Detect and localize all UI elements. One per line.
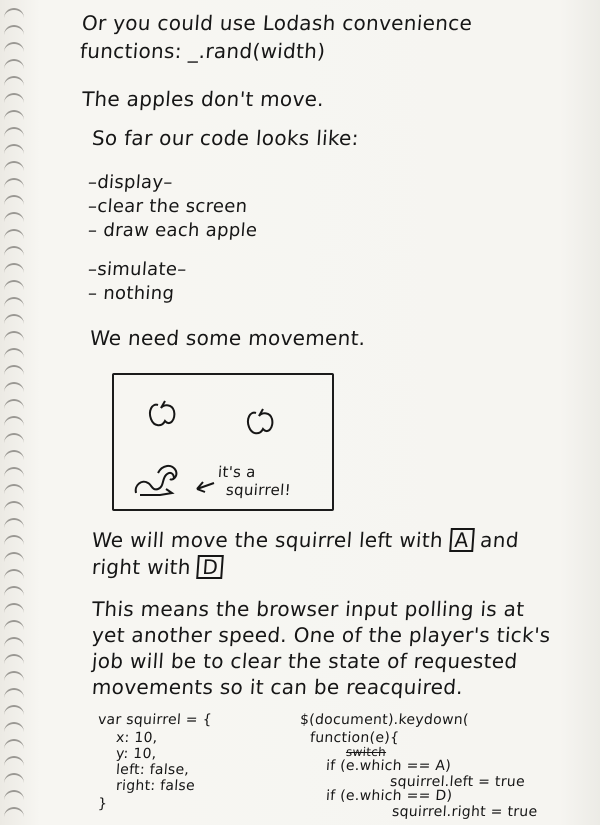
spiral-ring [4, 229, 24, 239]
spiral-ring [4, 739, 24, 749]
squirrel-icon [132, 459, 188, 499]
spiral-ring [4, 263, 24, 273]
spiral-ring [4, 399, 24, 409]
spiral-ring [4, 722, 24, 732]
note-line-2: functions: _.rand(width) [79, 39, 327, 63]
code-var-squirrel: var squirrel = { [97, 712, 213, 728]
code-function: function(e){ [309, 730, 400, 746]
spiral-ring [4, 518, 24, 528]
spiral-ring [4, 331, 24, 341]
code-switch-struck: switch [345, 745, 387, 759]
spiral-ring [4, 25, 24, 35]
spiral-ring [4, 603, 24, 613]
code-squirrel-left: squirrel.left = true [389, 774, 526, 790]
paragraph-line-1: This means the browser input polling is at [91, 597, 526, 621]
spiral-ring [4, 382, 24, 392]
spiral-ring [4, 705, 24, 715]
spiral-ring [4, 569, 24, 579]
spiral-ring [4, 416, 24, 426]
scene-label-line-1: it's a [217, 463, 257, 481]
spiral-ring [4, 535, 24, 545]
spiral-ring [4, 552, 24, 562]
spiral-ring [4, 76, 24, 86]
list-item-clear: –clear the screen [87, 196, 249, 217]
spiral-ring [4, 654, 24, 664]
move-text-2: right with [91, 555, 192, 579]
code-keydown: $(document).keydown( [299, 712, 470, 728]
spiral-ring [4, 773, 24, 783]
note-line-1: Or you could use Lodash convenience [81, 11, 474, 35]
spiral-ring [4, 467, 24, 477]
spiral-ring [4, 42, 24, 52]
spiral-ring [4, 297, 24, 307]
spiral-ring [4, 637, 24, 647]
note-line-movement: We need some movement. [89, 326, 367, 350]
spiral-ring [4, 365, 24, 375]
note-line-4: So far our code looks like: [91, 126, 360, 150]
spiral-ring [4, 688, 24, 698]
move-and: and [479, 528, 520, 552]
spiral-ring [4, 212, 24, 222]
spiral-ring [4, 450, 24, 460]
key-a-box: A [449, 528, 475, 552]
apple-icon [144, 399, 184, 439]
spiral-ring [4, 59, 24, 69]
spiral-ring [4, 620, 24, 630]
spiral-ring [4, 348, 24, 358]
code-if-a: if (e.which == A) [325, 758, 452, 774]
note-line-3: The apples don't move. [81, 87, 325, 111]
key-d-box: D [197, 555, 224, 579]
list-item-draw: – draw each apple [87, 220, 258, 241]
spiral-ring [4, 756, 24, 766]
spiral-ring [4, 161, 24, 171]
paragraph-line-3: job will be to clear the state of requested [91, 649, 519, 673]
spiral-ring [4, 144, 24, 154]
code-left: left: false, [115, 762, 190, 778]
code-right: right: false [115, 778, 196, 794]
spiral-ring [4, 127, 24, 137]
spiral-ring [4, 280, 24, 290]
arrow-left-icon [194, 479, 216, 493]
list-item-nothing: – nothing [87, 283, 175, 304]
spiral-ring [4, 178, 24, 188]
spiral-ring [4, 586, 24, 596]
code-y: y: 10, [115, 746, 158, 762]
spiral-ring [4, 93, 24, 103]
spiral-ring [4, 790, 24, 800]
scene-label-line-2: squirrel! [225, 481, 292, 499]
spiral-ring [4, 110, 24, 120]
paragraph-line-4: movements so it can be reacquired. [91, 675, 464, 699]
note-move-line-2 [91, 555, 224, 579]
spiral-ring [4, 501, 24, 511]
spiral-ring [4, 8, 24, 18]
game-scene-sketch [112, 373, 334, 511]
note-move-line-1 [91, 528, 519, 552]
move-text: We will move the squirrel left with [91, 528, 444, 552]
code-if-d: if (e.which == D) [325, 788, 453, 804]
spiral-ring [4, 484, 24, 494]
list-item-display: –display– [87, 172, 174, 193]
spiral-ring [4, 195, 24, 205]
list-item-simulate: –simulate– [87, 259, 188, 280]
code-squirrel-right: squirrel.right = true [391, 804, 538, 820]
code-x: x: 10, [115, 730, 159, 746]
paragraph-line-2: yet another speed. One of the player's tick's [91, 623, 552, 647]
apple-icon [242, 407, 282, 447]
code-close-brace: } [97, 796, 108, 812]
spiral-ring [4, 314, 24, 324]
spiral-ring [4, 671, 24, 681]
spiral-ring [4, 246, 24, 256]
spiral-ring [4, 433, 24, 443]
spiral-ring [4, 807, 24, 817]
spiral-binding [0, 0, 26, 825]
